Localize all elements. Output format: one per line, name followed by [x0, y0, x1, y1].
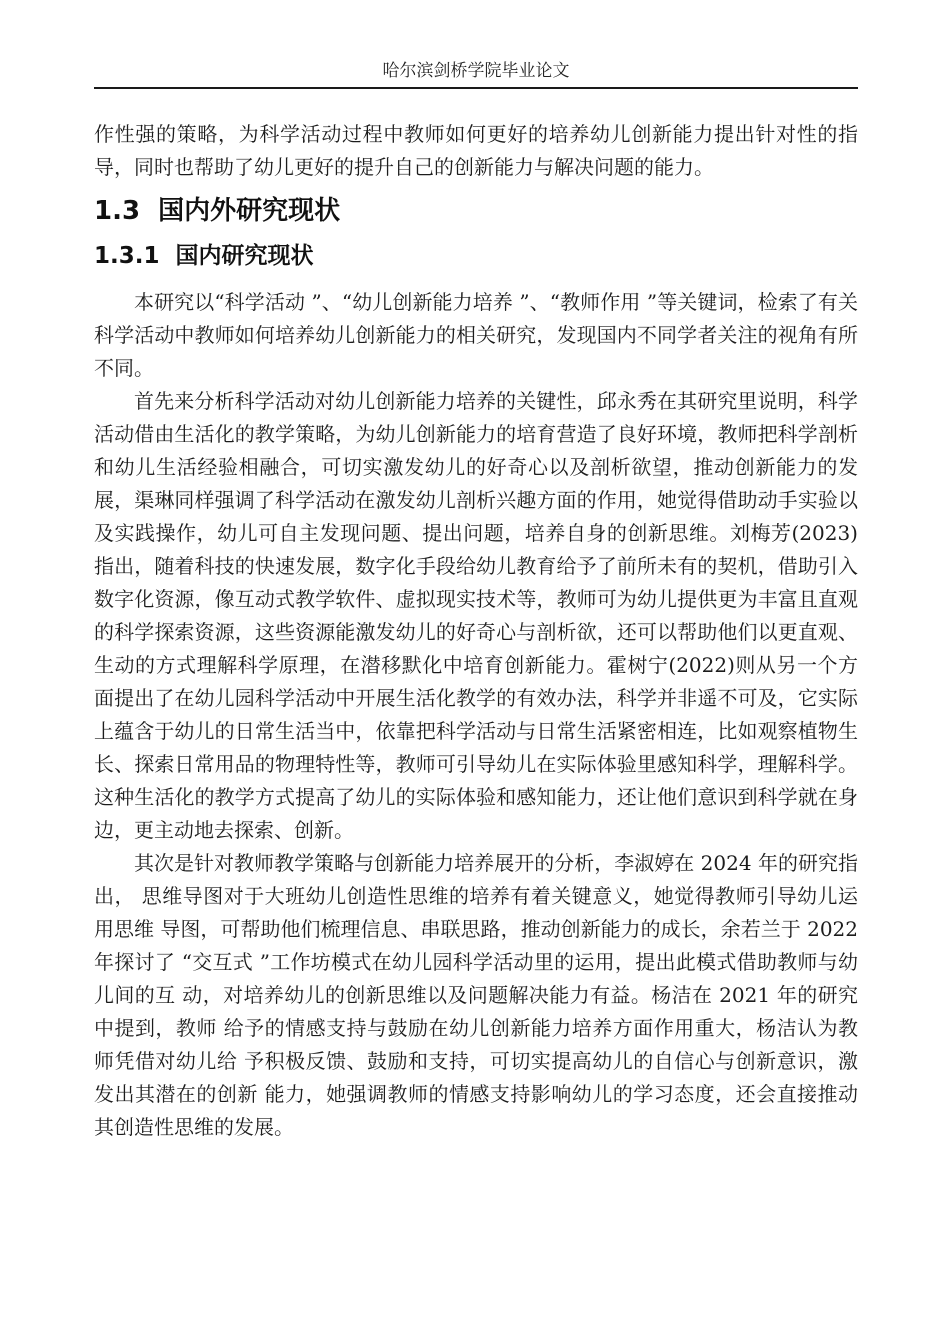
paragraph: 其次是针对教师教学策略与创新能力培养展开的分析，李淑婷在 2024 年的研究指出， 思维导图对于大班幼儿创造性思维的培养有着关键意义，她觉得教师引导幼儿运用思维 导图，可帮助他们梳理信息、串联思路，推动创新能力的成长，余若兰于 2022 年探讨了 “交互式 ”工作坊模式在幼儿园科学活动里的运用，提出此模式借助教师与幼儿间的互 动，对培养幼儿的创新思维以及问题解决能力有益。杨洁在 2021 年的研究中提到，教师 给予的情感支持与鼓励在幼儿创新能力培养方面作用重大，杨洁认为教师凭借对幼儿给 予积极反馈、鼓励和支持，可切实提高幼儿的自信心与创新意识，激发出其潜在的创新 能力，她强调教师的情感支持影响幼儿的学习态度，还会直接推动其创造性思维的发展。 [94, 851, 865, 1139]
page-header-title: 哈尔滨剑桥学院毕业论文 [382, 61, 570, 81]
paragraph-continuation: 作性强的策略，为科学活动过程中教师如何更好的培养幼儿创新能力提出针对性的指导，同时也帮助了幼儿更好的提升自己的创新能力与解决问题的能力。 [94, 122, 858, 179]
paragraph: 本研究以“科学活动 ”、“幼儿创新能力培养 ”、“教师作用 ”等关键词，检索了有关 科学活动中教师如何培养幼儿创新能力的相关研究，发现国内不同学者关注的视角有所 不同。 [94, 290, 865, 380]
subsection-heading: 1.3.1 国内研究现状 [94, 243, 314, 269]
paragraph: 首先来分析科学活动对幼儿创新能力培养的关键性，邱永秀在其研究里说明，科学活动借由生活化的教学策略，为幼儿创新能力的培育营造了良好环境，教师把科学剖析和幼儿生活经验相融合，可切实激发幼儿的好奇心以及剖析欲望，推动创新能力的发展，渠琳同样强调了科学活动在激发幼儿剖析兴趣方面的作用，她觉得借助动手实验以及实践操作，幼儿可自主发现问题、提出问题，培养自身的创新思维。刘梅芳(2023)指出，随着科技的快速发展，数字化手段给幼儿教育给予了前所未有的契机，借助引入数字化资源，像互动式教学软件、虚拟现实技术等，教师可为幼儿提供更为丰富且直观的科学探索资源，这些资源能激发幼儿的好奇心与剖析欲，还可以帮助他们以更直观、生动的方式理解科学原理，在潜移默化中培育创新能力。霍树宁(2022)则从另一个方面提出了在幼儿园科学活动中开展生活化教学的有效办法，科学并非遥不可及，它实际上蕴含于幼儿的日常生活当中，依靠把科学活动与日常生活紧密相连，比如观察植物生长、探索日常用品的物理特性等，教师可引导幼儿在实际体验里感知科学，理解科学。这种生活化的教学方式提高了幼儿的实际体验和感知能力，还让他们意识到科学就在身边，更主动地去探索、创新。 [94, 389, 858, 842]
document-body [94, 118, 865, 1144]
header-rule [94, 87, 858, 89]
section-heading: 1.3 国内外研究现状 [94, 196, 341, 226]
